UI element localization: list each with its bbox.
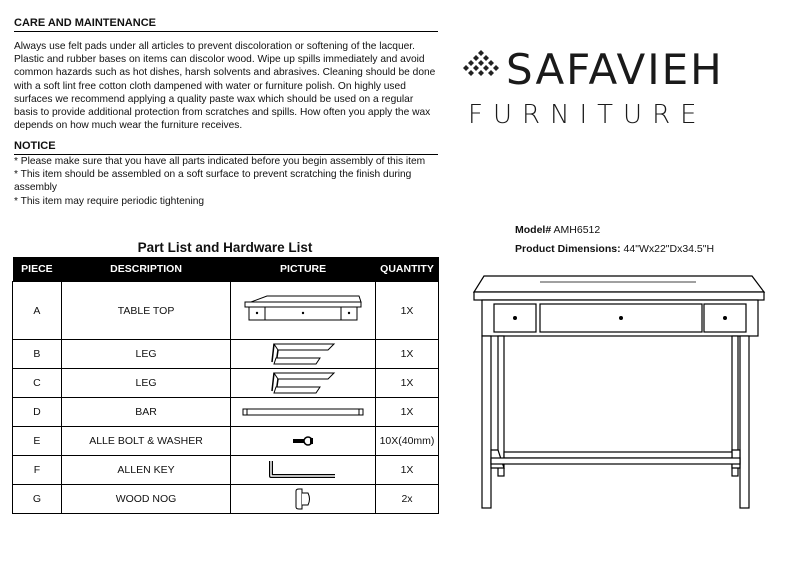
piece-cell: E (13, 427, 62, 456)
care-heading: CARE AND MAINTENANCE (14, 17, 438, 32)
model-value: AMH6512 (553, 224, 601, 236)
quantity-cell: 1X (376, 369, 439, 398)
description-cell: WOOD NOG (61, 485, 230, 514)
description-cell: LEG (61, 369, 230, 398)
piece-cell: D (13, 398, 62, 427)
picture-cell (231, 369, 376, 398)
piece-cell: C (13, 369, 62, 398)
parts-table (12, 257, 439, 514)
leg-frame-drawing (268, 342, 338, 366)
wood-nog-drawing (292, 487, 314, 511)
table-row (13, 485, 439, 514)
dimensions-label: Product Dimensions: (515, 243, 621, 255)
description-cell: TABLE TOP (61, 282, 230, 340)
brand-subtitle: FURNITURE (468, 100, 707, 130)
picture-cell (231, 427, 376, 456)
piece-cell: A (13, 282, 62, 340)
table-row (13, 369, 439, 398)
table-row (13, 398, 439, 427)
piece-cell: F (13, 456, 62, 485)
notice-item: * This item may require periodic tightening (14, 195, 205, 207)
bar-drawing (241, 406, 365, 418)
quantity-cell: 1X (376, 456, 439, 485)
table-header-row (13, 257, 439, 282)
table-row (13, 456, 439, 485)
description-cell: ALLEN KEY (61, 456, 230, 485)
header-quantity: QUANTITY (376, 257, 439, 282)
description-cell: LEG (61, 340, 230, 369)
console-table-drawing (470, 272, 770, 514)
table-row (13, 282, 439, 340)
notice-list (14, 155, 438, 208)
notice-item: * Please make sure that you have all parts indicated before you begin assembly of this item (14, 156, 426, 167)
picture-cell (231, 340, 376, 369)
table-row (13, 427, 439, 456)
header-picture: PICTURE (231, 257, 376, 282)
dimensions-line (515, 243, 714, 255)
brand-name: SAFAVIEH (506, 45, 724, 94)
picture-cell (231, 282, 376, 340)
allen-key-drawing (267, 459, 339, 481)
header-description: DESCRIPTION (61, 257, 230, 282)
notice-item: * This item should be assembled on a soft surface to prevent scratching the finish during assembly (14, 169, 412, 194)
picture-cell (231, 398, 376, 427)
table-row (13, 340, 439, 369)
header-piece: PIECE (13, 257, 62, 282)
bolt-washer-drawing (291, 434, 315, 448)
quantity-cell: 1X (376, 340, 439, 369)
piece-cell: B (13, 340, 62, 369)
parts-table-title: Part List and Hardware List (137, 240, 313, 255)
notice-heading: NOTICE (14, 140, 438, 155)
quantity-cell: 1X (376, 398, 439, 427)
leg-frame-drawing (268, 371, 338, 395)
model-label: Model# (515, 224, 552, 236)
table-top-drawing (241, 294, 365, 328)
picture-cell (231, 456, 376, 485)
description-cell: ALLE BOLT & WASHER (61, 427, 230, 456)
description-cell: BAR (61, 398, 230, 427)
safavieh-logo-icon (463, 50, 499, 80)
piece-cell: G (13, 485, 62, 514)
model-line (515, 224, 600, 236)
quantity-cell: 1X (376, 282, 439, 340)
dimensions-value: 44"Wx22"Dx34.5"H (623, 243, 715, 255)
care-text: Always use felt pads under all articles to prevent discoloration or softening of the lacquer. Plastic and rubber bases on items can discolor wood. Wipe up spills immediately and avoid common hazards such as hot dishes, harsh solvents and abrasives. Cleaning should be done with a soft lint free cotton cloth dampened with water or furniture polish. On highly used surfaces we recommend applying a quality paste wax which should be used on a regular basis to provide additional protection from scratches and spills. How often you apply the wax depends on how much wear the furniture receives. (14, 41, 436, 132)
quantity-cell: 2x (376, 485, 439, 514)
quantity-cell: 10X(40mm) (376, 427, 439, 456)
picture-cell (231, 485, 376, 514)
